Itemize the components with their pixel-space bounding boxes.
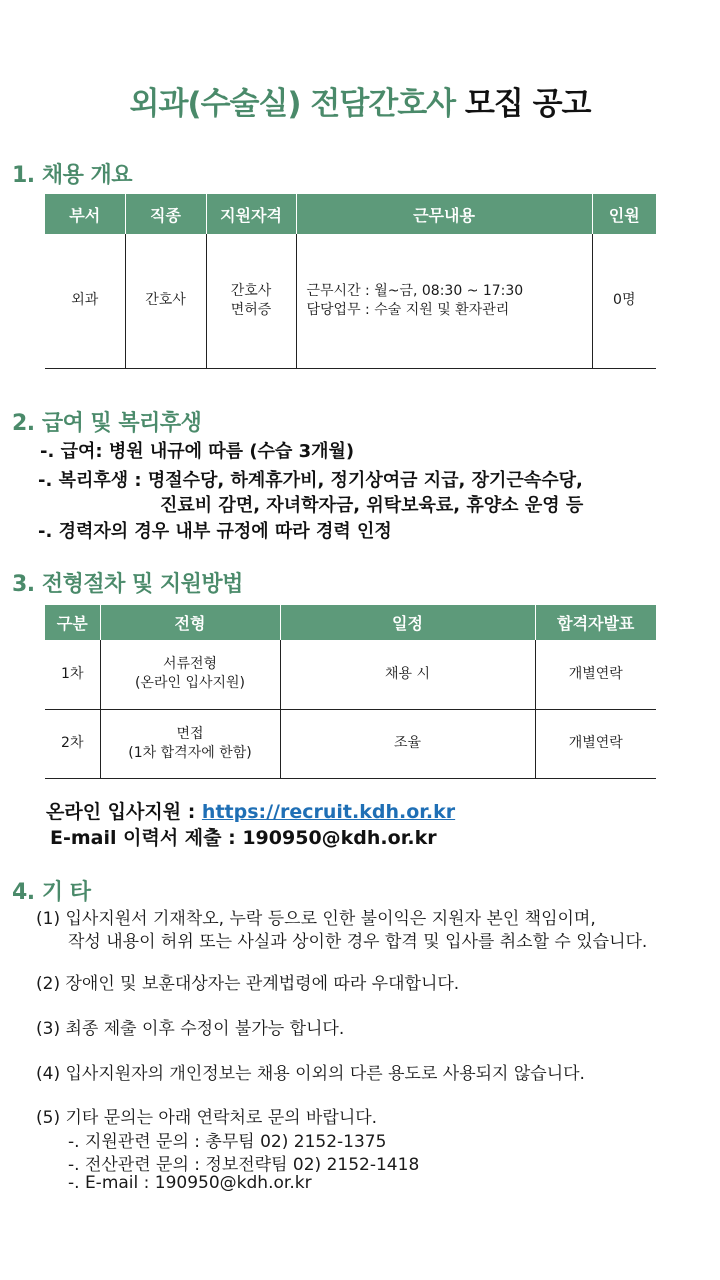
online-apply-label: 온라인 입사지원 : bbox=[46, 801, 202, 823]
cell-count: 0명 bbox=[592, 234, 656, 368]
cell-schedule: 채용 시 bbox=[280, 640, 535, 709]
type-line2: (1차 합격자에 한함) bbox=[128, 744, 252, 761]
contact-general: -. 지원관련 문의 : 총무팀 02) 2152-1375 bbox=[68, 1132, 387, 1152]
header-type: 전형 bbox=[100, 605, 280, 640]
header-work: 근무내용 bbox=[296, 194, 592, 234]
benefits-line-continued: 진료비 감면, 자녀학자금, 위탁보육료, 휴양소 운영 등 bbox=[160, 495, 584, 516]
table-row bbox=[45, 234, 656, 368]
header-job: 직종 bbox=[125, 194, 206, 234]
table-header-row bbox=[45, 605, 656, 640]
selection-process-table bbox=[45, 605, 656, 779]
cell-result: 개별연락 bbox=[535, 709, 656, 778]
work-duties: 담당업무 : 수술 지원 및 환자관리 bbox=[306, 301, 510, 318]
type-line1: 면접 bbox=[176, 725, 204, 742]
table-row bbox=[45, 640, 656, 709]
cell-job: 간호사 bbox=[125, 234, 206, 368]
notice-item-1: (1) 입사지원서 기재착오, 누락 등으로 인한 불이익은 지원자 본인 책임이며, bbox=[36, 909, 596, 929]
section2-heading: 2. 급여 및 복리후생 bbox=[12, 411, 202, 436]
section1-heading: 1. 채용 개요 bbox=[12, 163, 132, 188]
benefits-line: -. 복리후생 : 명절수당, 하계휴가비, 정기상여금 지급, 장기근속수당, bbox=[38, 470, 583, 491]
header-count: 인원 bbox=[592, 194, 656, 234]
cell-type bbox=[100, 709, 280, 778]
cell-work bbox=[296, 234, 592, 368]
header-result: 합격자발표 bbox=[535, 605, 656, 640]
header-stage: 구분 bbox=[45, 605, 100, 640]
contact-email: -. E-mail : 190950@kdh.or.kr bbox=[68, 1173, 312, 1193]
cell-schedule: 조율 bbox=[280, 709, 535, 778]
recruit-site-link[interactable]: https://recruit.kdh.or.kr bbox=[201, 801, 456, 823]
type-line1: 서류전형 bbox=[162, 656, 218, 673]
table-row bbox=[45, 709, 656, 778]
notice-item-1-continued: 작성 내용이 허위 또는 사실과 상이한 경우 합격 및 입사를 취소할 수 있습니다. bbox=[68, 932, 648, 952]
header-qualification: 지원자격 bbox=[206, 194, 296, 234]
section3-heading: 3. 전형절차 및 지원방법 bbox=[12, 572, 243, 597]
recruitment-overview-table bbox=[45, 194, 656, 369]
notice-item-4: (4) 입사지원자의 개인정보는 채용 이외의 다른 용도로 사용되지 않습니다. bbox=[36, 1064, 585, 1084]
header-schedule: 일정 bbox=[280, 605, 535, 640]
work-hours: 근무시간 : 월~금, 08:30 ~ 17:30 bbox=[306, 282, 524, 299]
notice-item-3: (3) 최종 제출 이후 수정이 불가능 합니다. bbox=[36, 1019, 345, 1039]
cell-dept: 외과 bbox=[45, 234, 125, 368]
notice-item-2: (2) 장애인 및 보훈대상자는 관계법령에 따라 우대합니다. bbox=[36, 974, 460, 994]
qualification-line2: 면허증 bbox=[230, 301, 272, 318]
salary-line: -. 급여: 병원 내규에 따름 (수습 3개월) bbox=[40, 441, 355, 462]
email-apply-line: E-mail 이력서 제출 : 190950@kdh.or.kr bbox=[50, 827, 437, 849]
cell-stage: 2차 bbox=[45, 709, 100, 778]
type-line2: (온라인 입사지원) bbox=[134, 675, 246, 692]
title-main: 외과(수술실) 전담간호사 bbox=[129, 86, 456, 122]
online-apply-line bbox=[46, 797, 455, 824]
title-suffix: 모집 공고 bbox=[464, 86, 591, 122]
cell-result: 개별연락 bbox=[535, 640, 656, 709]
header-dept: 부서 bbox=[45, 194, 125, 234]
page-title bbox=[0, 78, 720, 123]
qualification-line1: 간호사 bbox=[230, 282, 272, 299]
contact-it: -. 전산관련 문의 : 정보전략팀 02) 2152-1418 bbox=[68, 1155, 420, 1175]
cell-type bbox=[100, 640, 280, 709]
table-header-row bbox=[45, 194, 656, 234]
notice-item-5: (5) 기타 문의는 아래 연락처로 문의 바랍니다. bbox=[36, 1108, 378, 1128]
cell-stage: 1차 bbox=[45, 640, 100, 709]
section4-heading: 4. 기 타 bbox=[12, 880, 91, 905]
career-line: -. 경력자의 경우 내부 규정에 따라 경력 인정 bbox=[38, 521, 392, 542]
cell-qualification bbox=[206, 234, 296, 368]
